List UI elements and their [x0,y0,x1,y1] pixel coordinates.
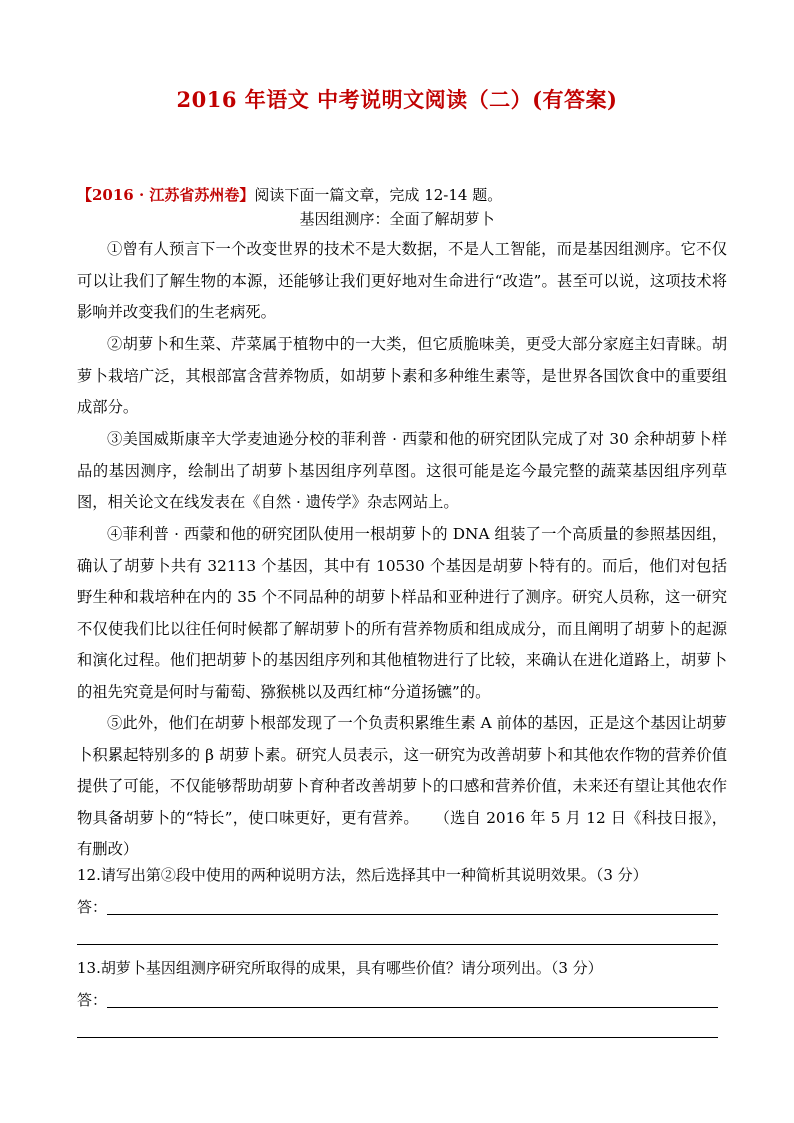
page-title: 2016 年语文 中考说明文阅读（二）(有答案) [176,87,618,112]
answer-line-12-1[interactable] [107,914,718,915]
paragraph-4: ④菲利普 · 西蒙和他的研究团队使用一根胡萝卜的 DNA 组装了一个高质量的参照基因组，确认了胡萝卜共有 32113 个基因，其中有 10530 个基因是胡萝卜特有的。而后，他们对包括野生种和栽培种在内的 35 个不同品种的胡萝卜样品和亚种进行了测序。研究人员称，这一研究不仅使我们比以往任何时候都了解胡萝卜的所有营养物质和组成成分，而且阐明了胡萝卜的起源和演化过程。他们把胡萝卜的基因组序列和其他植物进行了比较，来确认在进化道路上，胡萝卜的祖先究竟是何时与葡萄、猕猴桃以及西红柿“分道扬镳”的。 [77,525,727,701]
paragraph-2: ②胡萝卜和生菜、芹菜属于植物中的一大类，但它质脆味美，更受大部分家庭主妇青睐。胡萝卜栽培广泛，其根部富含营养物质，如胡萝卜素和多种维生素等，是世界各国饮食中的重要组成部分。 [77,335,727,416]
intro-line [77,184,502,206]
paragraph-3: ③美国威斯康辛大学麦迪逊分校的菲利普 · 西蒙和他的研究团队完成了对 30 余种胡萝卜样品的基因测序，绘制出了胡萝卜基因组序列草图。这很可能是迄今最完整的蔬菜基因组序列草图，相关论文在线发表在《自然 · 遗传学》杂志网站上。 [77,430,727,511]
answer-line-13-1[interactable] [107,1007,718,1008]
intro-text: 阅读下面一篇文章，完成 12-14 题。 [254,186,503,204]
answer-label-12: 答： [77,898,108,916]
paragraph-1: ①曾有人预言下一个改变世界的技术不是大数据，不是人工智能，而是基因组测序。它不仅可以让我们了解生物的本源，还能够让我们更好地对生命进行“改造”。甚至可以说，这项技术将影响并改变我们的生老病死。 [77,240,727,321]
question-12: 12.请写出第②段中使用的两种说明方法，然后选择其中一种简析其说明效果。（3 分） [77,866,648,884]
question-13: 13.胡萝卜基因组测序研究所取得的成果，具有哪些价值？请分项列出。（3 分） [77,959,603,977]
article-title: 基因组测序：全面了解胡萝卜 [299,210,495,228]
source-tag: 【2016 · 江苏省苏州卷】 [77,186,255,204]
answer-label-13: 答： [77,991,108,1009]
answer-line-12-2[interactable] [77,944,718,945]
paragraph-5: ⑤此外，他们在胡萝卜根部发现了一个负责积累维生素 A 前体的基因，正是这个基因让胡萝卜积累起特别多的 β 胡萝卜素。研究人员表示，这一研究为改善胡萝卜和其他农作物的营养价值提供了可能，不仅能够帮助胡萝卜育种者改善胡萝卜的口感和营养价值，未来还有望让其他农作物具备胡萝卜的“特长”，使口味更好，更有营养。 （选自 2016 年 5 月 12 日《科技日报》，有删改） [77,714,727,858]
answer-line-13-2[interactable] [77,1037,718,1038]
